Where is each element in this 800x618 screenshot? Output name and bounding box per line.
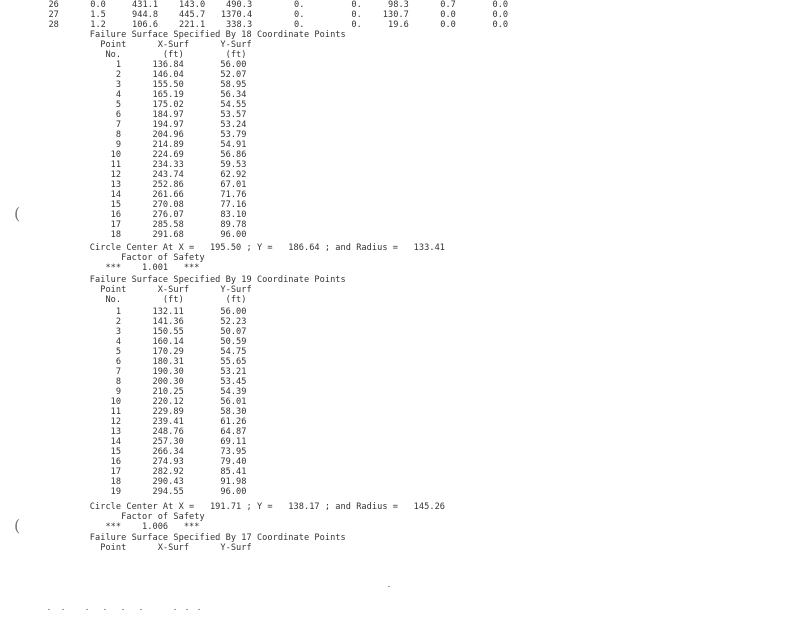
- coordinate-row: 10 220.12 56.01: [48, 397, 247, 407]
- scan-speck: [174, 609, 176, 610]
- coordinate-row: 17 285.58 89.78: [48, 220, 247, 230]
- coordinate-row: 11 234.33 59.53: [48, 160, 247, 170]
- factor-of-safety-value: *** 1.006 ***: [48, 522, 200, 532]
- column-header: Point X-Surf Y-Surf: [48, 40, 252, 50]
- scan-speck: [198, 609, 200, 610]
- coordinate-row: 5 175.02 54.55: [48, 100, 247, 110]
- scan-speck: [140, 609, 142, 610]
- scan-speck: [62, 609, 64, 610]
- scan-speck: [388, 586, 390, 587]
- coordinate-row: 3 150.55 50.07: [48, 327, 247, 337]
- coordinate-row: 1 132.11 56.00: [48, 307, 247, 317]
- coordinate-row: 12 243.74 62.92: [48, 170, 247, 180]
- coordinate-row: 2 146.04 52.07: [48, 70, 247, 80]
- scan-speck: [186, 609, 188, 610]
- coordinate-row: 7 190.30 53.21: [48, 367, 247, 377]
- coordinate-row: 4 160.14 50.59: [48, 337, 247, 347]
- coordinate-row: 10 224.69 56.86: [48, 150, 247, 160]
- factor-of-safety-label: Factor of Safety: [48, 512, 205, 522]
- coordinate-row: 13 248.76 64.87: [48, 427, 247, 437]
- column-header: Point X-Surf Y-Surf: [48, 543, 252, 553]
- coordinate-row: 13 252.86 67.01: [48, 180, 247, 190]
- coordinate-row: 18 290.43 91.98: [48, 477, 247, 487]
- factor-of-safety-value: *** 1.001 ***: [48, 263, 200, 273]
- column-units: No. (ft) (ft): [48, 50, 247, 60]
- coordinate-row: 7 194.97 53.24: [48, 120, 247, 130]
- coordinate-row: 12 239.41 61.26: [48, 417, 247, 427]
- coordinate-row: 11 229.89 58.30: [48, 407, 247, 417]
- coordinate-row: 14 261.66 71.76: [48, 190, 247, 200]
- coordinate-row: 16 274.93 79.40: [48, 457, 247, 467]
- coordinate-row: 8 204.96 53.79: [48, 130, 247, 140]
- coordinate-row: 15 270.08 77.16: [48, 200, 247, 210]
- failure-surface-heading: Failure Surface Specified By 17 Coordinate Points: [48, 533, 346, 543]
- table-row: 28 1.2 106.6 221.1 338.3 0. 0. 19.6 0.0 0.0: [38, 20, 509, 30]
- failure-surface-heading: Failure Surface Specified By 18 Coordinate Points: [48, 30, 346, 40]
- coordinate-row: 6 184.97 53.57: [48, 110, 247, 120]
- coordinate-row: 4 165.19 56.34: [48, 90, 247, 100]
- circle-center-line: Circle Center At X = 191.71 ; Y = 138.17 ; and Radius = 145.26: [48, 502, 446, 512]
- binder-hole-mark: (: [14, 204, 21, 223]
- failure-surface-heading: Failure Surface Specified By 19 Coordinate Points: [48, 275, 346, 285]
- coordinate-row: 6 180.31 55.65: [48, 357, 247, 367]
- coordinate-row: 14 257.30 69.11: [48, 437, 247, 447]
- coordinate-row: 18 291.68 96.00: [48, 230, 247, 240]
- circle-center-line: Circle Center At X = 195.50 ; Y = 186.64 ; and Radius = 133.41: [48, 243, 446, 253]
- factor-of-safety-label: Factor of Safety: [48, 253, 205, 263]
- coordinate-row: 17 282.92 85.41: [48, 467, 247, 477]
- coordinate-row: 9 214.89 54.91: [48, 140, 247, 150]
- column-units: No. (ft) (ft): [48, 295, 247, 305]
- coordinate-row: 3 155.50 58.95: [48, 80, 247, 90]
- table-row: 27 1.5 944.8 445.7 1370.4 0. 0. 130.7 0.0 0.0: [38, 10, 509, 20]
- table-row: 26 0.0 431.1 143.0 490.3 0. 0. 98.3 0.7 0.0: [38, 0, 509, 10]
- coordinate-row: 16 276.07 83.10: [48, 210, 247, 220]
- scan-speck: [122, 609, 124, 610]
- coordinate-row: 15 266.34 73.95: [48, 447, 247, 457]
- coordinate-row: 8 200.30 53.45: [48, 377, 247, 387]
- coordinate-row: 19 294.55 96.00: [48, 487, 247, 497]
- column-header: Point X-Surf Y-Surf: [48, 285, 252, 295]
- coordinate-row: 2 141.36 52.23: [48, 317, 247, 327]
- coordinate-row: 1 136.84 56.00: [48, 60, 247, 70]
- coordinate-row: 9 210.25 54.39: [48, 387, 247, 397]
- coordinate-row: 5 170.29 54.75: [48, 347, 247, 357]
- binder-hole-mark: (: [14, 516, 21, 535]
- scan-speck: [48, 609, 50, 610]
- scan-speck: [104, 609, 106, 610]
- scan-speck: [86, 609, 88, 610]
